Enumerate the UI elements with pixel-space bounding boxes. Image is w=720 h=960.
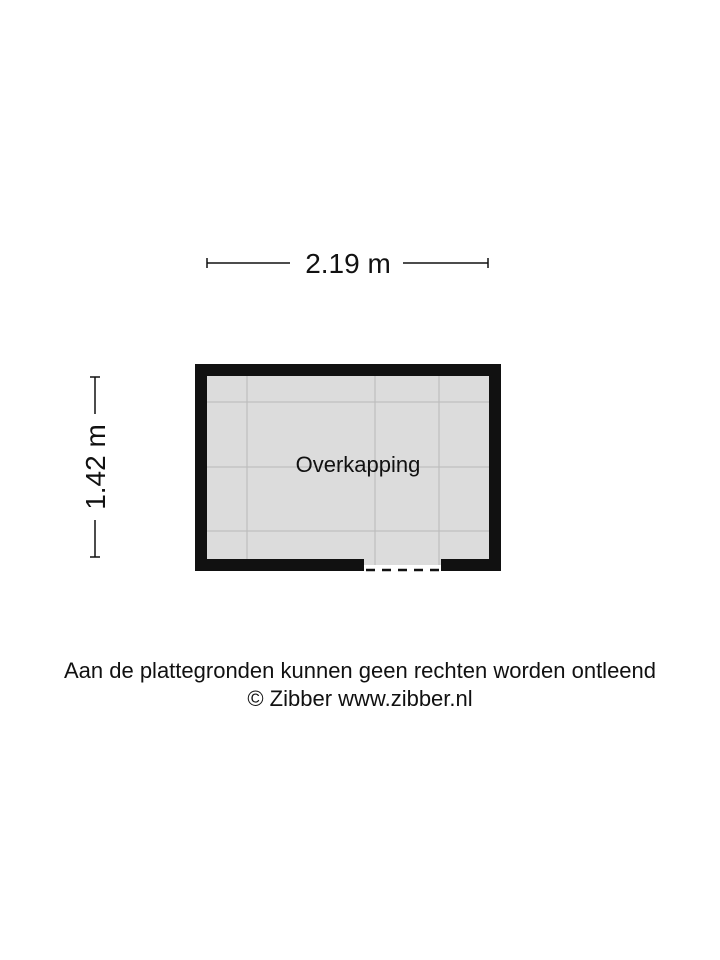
width-dimension	[207, 248, 488, 279]
width-dimension-label: 2.19 m	[305, 248, 391, 279]
room-label: Overkapping	[295, 452, 421, 477]
wall-top	[195, 364, 501, 376]
room-overkapping	[195, 364, 501, 571]
wall-right	[489, 364, 501, 571]
wall-bottom-right	[441, 559, 501, 571]
disclaimer-text: Aan de plattegronden kunnen geen rechten worden ontleend	[63, 658, 657, 683]
wall-left	[195, 364, 207, 571]
wall-bottom-left	[195, 559, 364, 571]
depth-dimension	[80, 377, 111, 557]
depth-dimension-label: 1.42 m	[80, 424, 111, 510]
copyright-text: © Zibber www.zibber.nl	[247, 686, 473, 711]
